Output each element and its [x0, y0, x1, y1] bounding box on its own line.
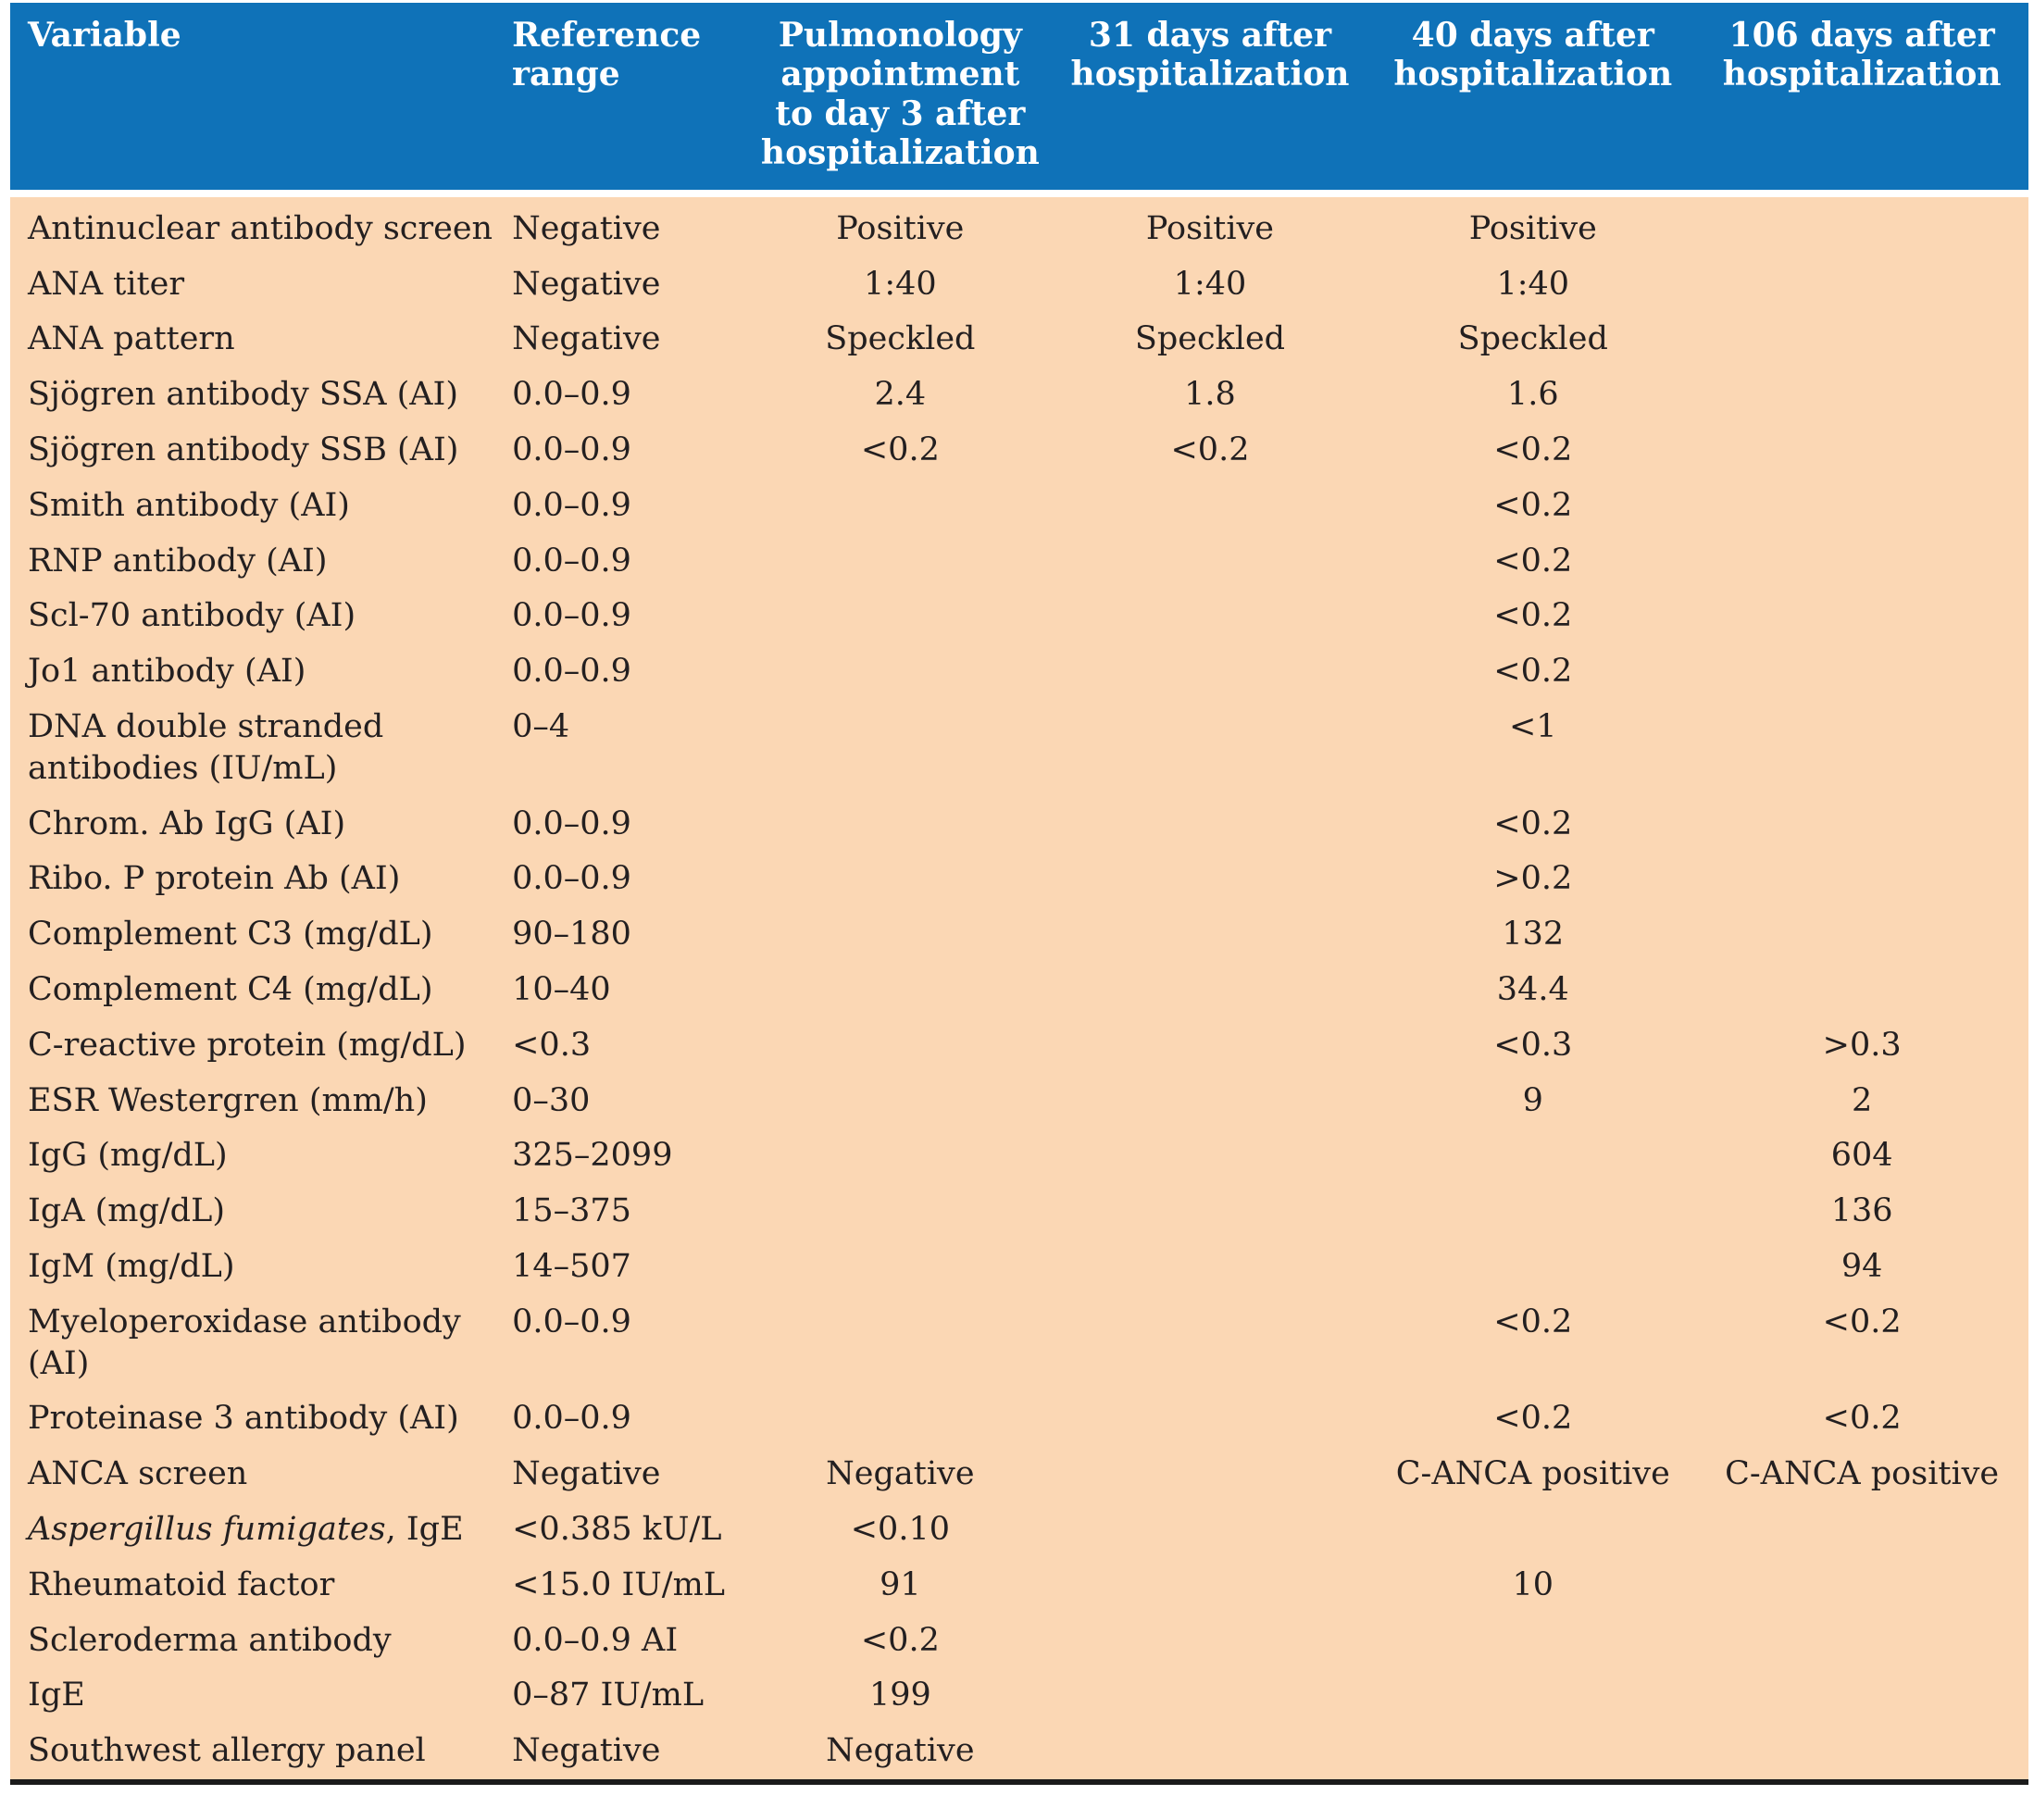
- table-row: [10, 797, 2028, 853]
- value-cell: <0.2: [1493, 804, 1573, 842]
- value-cell: [1695, 193, 2028, 257]
- value-cell: 0–30: [512, 1081, 591, 1119]
- value-cell: Speckled: [825, 320, 976, 358]
- table-row: [10, 257, 2028, 313]
- value-cell: 94: [1841, 1248, 1883, 1286]
- value-cell: 9: [1522, 1081, 1543, 1119]
- value-cell: [1050, 534, 1371, 590]
- value-cell: 136: [1830, 1192, 1893, 1230]
- value-cell: [1695, 534, 2028, 590]
- value-cell: 0–4: [512, 708, 570, 746]
- table-row: [10, 1240, 2028, 1295]
- variable-cell: ANA pattern: [28, 320, 235, 358]
- column-header: Variable: [10, 3, 505, 193]
- value-cell: [1050, 797, 1371, 853]
- variable-cell: Proteinase 3 antibody (AI): [28, 1400, 459, 1438]
- variable-cell: RNP antibody (AI): [28, 542, 328, 580]
- variable-cell: ANCA screen: [28, 1455, 248, 1493]
- variable-cell: Sjögren antibody SSB (AI): [28, 431, 459, 469]
- table-row: [10, 1724, 2028, 1782]
- value-cell: <0.385 kU/L: [512, 1511, 722, 1548]
- table-row: [10, 700, 2028, 797]
- value-cell: <0.2: [1493, 597, 1573, 635]
- table-row: [10, 1558, 2028, 1614]
- value-cell: <0.2: [1493, 542, 1573, 580]
- value-cell: [1370, 1240, 1695, 1295]
- value-cell: [1050, 1668, 1371, 1724]
- value-cell: [1695, 368, 2028, 423]
- table-row: [10, 852, 2028, 907]
- value-cell: <0.2: [860, 431, 940, 469]
- value-cell: 0.0–0.9 AI: [512, 1621, 679, 1659]
- value-cell: 2: [1851, 1081, 1873, 1119]
- value-cell: 0.0–0.9: [512, 860, 631, 898]
- value-cell: [1050, 1295, 1371, 1392]
- value-cell: 0.0–0.9: [512, 1400, 631, 1438]
- table-row: [10, 1295, 2028, 1392]
- variable-cell: IgE: [28, 1677, 85, 1714]
- table-row: [10, 589, 2028, 644]
- value-cell: 1.8: [1184, 376, 1236, 414]
- value-cell: 0.0–0.9: [512, 376, 631, 414]
- variable-cell: Complement C3 (mg/dL): [28, 916, 433, 954]
- lab-results-table: [10, 3, 2028, 1785]
- value-cell: Negative: [512, 209, 661, 247]
- value-cell: [751, 1128, 1050, 1184]
- variable-cell: ANA titer: [28, 265, 185, 303]
- value-cell: [1050, 644, 1371, 700]
- column-header: 31 days after hospitalization: [1050, 3, 1371, 193]
- variable-cell: Scleroderma antibody: [28, 1621, 392, 1659]
- variable-cell: IgG (mg/dL): [28, 1137, 228, 1175]
- value-cell: [1050, 852, 1371, 907]
- variable-cell: IgA (mg/dL): [28, 1192, 225, 1230]
- variable-italic-text: Aspergillus fumigates: [28, 1511, 386, 1548]
- value-cell: <0.2: [1822, 1400, 1902, 1438]
- value-cell: 14–507: [512, 1248, 631, 1286]
- column-header: 40 days after hospitalization: [1370, 3, 1695, 193]
- value-cell: [751, 1240, 1050, 1295]
- value-cell: [1695, 1668, 2028, 1724]
- value-cell: [1370, 1724, 1695, 1782]
- value-cell: <0.2: [1493, 1303, 1573, 1340]
- value-cell: [1050, 1240, 1371, 1295]
- value-cell: 10–40: [512, 971, 611, 1009]
- table-row: [10, 423, 2028, 479]
- value-cell: [1695, 852, 2028, 907]
- table-row: [10, 1128, 2028, 1184]
- value-cell: <0.2: [1170, 431, 1250, 469]
- value-cell: >0.2: [1493, 860, 1573, 898]
- value-cell: [1695, 1502, 2028, 1558]
- value-cell: [1695, 1724, 2028, 1782]
- table-row: [10, 1614, 2028, 1669]
- value-cell: 604: [1830, 1137, 1893, 1175]
- value-cell: [1050, 1018, 1371, 1074]
- value-cell: [751, 1391, 1050, 1447]
- value-cell: 325–2099: [512, 1137, 673, 1175]
- variable-cell: Antinuclear antibody screen: [28, 209, 493, 247]
- value-cell: 0–87 IU/mL: [512, 1677, 705, 1714]
- value-cell: C-ANCA positive: [1725, 1455, 2000, 1493]
- value-cell: [1695, 644, 2028, 700]
- value-cell: [1695, 963, 2028, 1018]
- variable-cell: ESR Westergren (mm/h): [28, 1081, 428, 1119]
- value-cell: [751, 1018, 1050, 1074]
- value-cell: Speckled: [1134, 320, 1286, 358]
- value-cell: [1050, 1074, 1371, 1129]
- variable-cell: Southwest allergy panel: [28, 1732, 426, 1770]
- table-row: [10, 907, 2028, 963]
- value-cell: [1695, 1614, 2028, 1669]
- table-body: [10, 193, 2028, 1782]
- value-cell: [751, 644, 1050, 700]
- table-row: [10, 368, 2028, 423]
- value-cell: 1.6: [1506, 376, 1559, 414]
- value-cell: [1695, 479, 2028, 534]
- value-cell: [1050, 1447, 1371, 1502]
- value-cell: [1050, 479, 1371, 534]
- value-cell: [1050, 1128, 1371, 1184]
- value-cell: 34.4: [1496, 971, 1569, 1009]
- value-cell: [751, 479, 1050, 534]
- value-cell: 0.0–0.9: [512, 486, 631, 524]
- value-cell: [1050, 589, 1371, 644]
- value-cell: Negative: [512, 320, 661, 358]
- value-cell: [751, 589, 1050, 644]
- variable-cell: Chrom. Ab IgG (AI): [28, 804, 346, 842]
- value-cell: 0.0–0.9: [512, 804, 631, 842]
- table-row: [10, 1668, 2028, 1724]
- table-row: [10, 1391, 2028, 1447]
- value-cell: [751, 700, 1050, 797]
- variable-cell: Rheumatoid factor: [28, 1565, 335, 1603]
- value-cell: [1695, 589, 2028, 644]
- value-cell: 1:40: [864, 265, 937, 303]
- value-cell: 199: [868, 1677, 931, 1714]
- value-cell: 1:40: [1173, 265, 1247, 303]
- value-cell: Positive: [836, 209, 965, 247]
- table-row: [10, 1074, 2028, 1129]
- value-cell: Negative: [512, 1455, 661, 1493]
- value-cell: <0.10: [850, 1511, 950, 1548]
- variable-cell: C-reactive protein (mg/dL): [28, 1026, 467, 1064]
- lab-results-table-container: [10, 3, 2028, 1785]
- variable-cell: Scl-70 antibody (AI): [28, 597, 356, 635]
- value-cell: Negative: [512, 265, 661, 303]
- value-cell: 15–375: [512, 1192, 631, 1230]
- table-row: [10, 534, 2028, 590]
- value-cell: C-ANCA positive: [1395, 1455, 1670, 1493]
- value-cell: [1370, 1128, 1695, 1184]
- value-cell: [1370, 1614, 1695, 1669]
- value-cell: [1370, 1502, 1695, 1558]
- value-cell: [1050, 1391, 1371, 1447]
- table-row: [10, 1502, 2028, 1558]
- value-cell: Positive: [1145, 209, 1275, 247]
- value-cell: Negative: [826, 1455, 975, 1493]
- value-cell: [1695, 700, 2028, 797]
- variable-cell: IgM (mg/dL): [28, 1248, 235, 1286]
- value-cell: [751, 534, 1050, 590]
- value-cell: [1050, 700, 1371, 797]
- value-cell: [751, 1074, 1050, 1129]
- value-cell: >0.3: [1822, 1026, 1902, 1064]
- value-cell: 0.0–0.9: [512, 542, 631, 580]
- table-row: [10, 479, 2028, 534]
- value-cell: [1695, 1558, 2028, 1614]
- value-cell: 0.0–0.9: [512, 1303, 631, 1340]
- value-cell: [1050, 1558, 1371, 1614]
- variable-cell: Ribo. P protein Ab (AI): [28, 860, 401, 898]
- column-header: Reference range: [505, 3, 751, 193]
- table-row: [10, 1447, 2028, 1502]
- variable-cell: Aspergillus fumigates, IgE: [28, 1511, 464, 1548]
- value-cell: [751, 963, 1050, 1018]
- value-cell: [1050, 1502, 1371, 1558]
- value-cell: [1050, 963, 1371, 1018]
- value-cell: [1050, 1184, 1371, 1240]
- value-cell: 1:40: [1496, 265, 1570, 303]
- table-row: [10, 963, 2028, 1018]
- variable-cell: DNA double stranded antibodies (IU/mL): [28, 708, 384, 787]
- value-cell: [1695, 423, 2028, 479]
- header-row: [10, 3, 2028, 193]
- value-cell: 132: [1502, 916, 1565, 954]
- value-cell: 0.0–0.9: [512, 653, 631, 691]
- value-cell: <0.2: [1493, 653, 1573, 691]
- table-row: [10, 312, 2028, 368]
- value-cell: [1695, 257, 2028, 313]
- value-cell: [1050, 907, 1371, 963]
- value-cell: <0.2: [1493, 486, 1573, 524]
- value-cell: 90–180: [512, 916, 631, 954]
- value-cell: [751, 1184, 1050, 1240]
- value-cell: [751, 1295, 1050, 1392]
- value-cell: <1: [1508, 708, 1557, 746]
- column-header: Pulmonology appointment to day 3 after hospitalization: [751, 3, 1050, 193]
- value-cell: [751, 907, 1050, 963]
- value-cell: <0.3: [1493, 1026, 1573, 1064]
- value-cell: [1695, 797, 2028, 853]
- variable-cell: Sjögren antibody SSA (AI): [28, 376, 459, 414]
- table-row: [10, 1018, 2028, 1074]
- value-cell: Speckled: [1457, 320, 1608, 358]
- table-row: [10, 644, 2028, 700]
- value-cell: <0.3: [512, 1026, 592, 1064]
- value-cell: [751, 797, 1050, 853]
- variable-cell: Complement C4 (mg/dL): [28, 971, 433, 1009]
- column-header: 106 days after hospitalization: [1695, 3, 2028, 193]
- value-cell: 10: [1512, 1565, 1554, 1603]
- value-cell: 0.0–0.9: [512, 597, 631, 635]
- value-cell: [1370, 1668, 1695, 1724]
- value-cell: <0.2: [1493, 431, 1573, 469]
- value-cell: [1050, 1614, 1371, 1669]
- table-header: [10, 3, 2028, 193]
- value-cell: <15.0 IU/mL: [512, 1565, 726, 1603]
- value-cell: [1695, 312, 2028, 368]
- value-cell: [1370, 1184, 1695, 1240]
- value-cell: [1695, 907, 2028, 963]
- variable-cell: Jo1 antibody (AI): [28, 653, 306, 691]
- value-cell: 2.4: [874, 376, 927, 414]
- value-cell: <0.2: [1822, 1303, 1902, 1340]
- table-row: [10, 1184, 2028, 1240]
- variable-cell: Myeloperoxidase antibody (AI): [28, 1303, 461, 1382]
- value-cell: Positive: [1468, 209, 1597, 247]
- value-cell: 91: [880, 1565, 921, 1603]
- value-cell: Negative: [512, 1732, 661, 1770]
- variable-cell: Smith antibody (AI): [28, 486, 350, 524]
- value-cell: [1050, 1724, 1371, 1782]
- value-cell: <0.2: [1493, 1400, 1573, 1438]
- value-cell: 0.0–0.9: [512, 431, 631, 469]
- value-cell: [751, 852, 1050, 907]
- value-cell: <0.2: [860, 1621, 940, 1659]
- table-row: [10, 193, 2028, 257]
- value-cell: Negative: [826, 1732, 975, 1770]
